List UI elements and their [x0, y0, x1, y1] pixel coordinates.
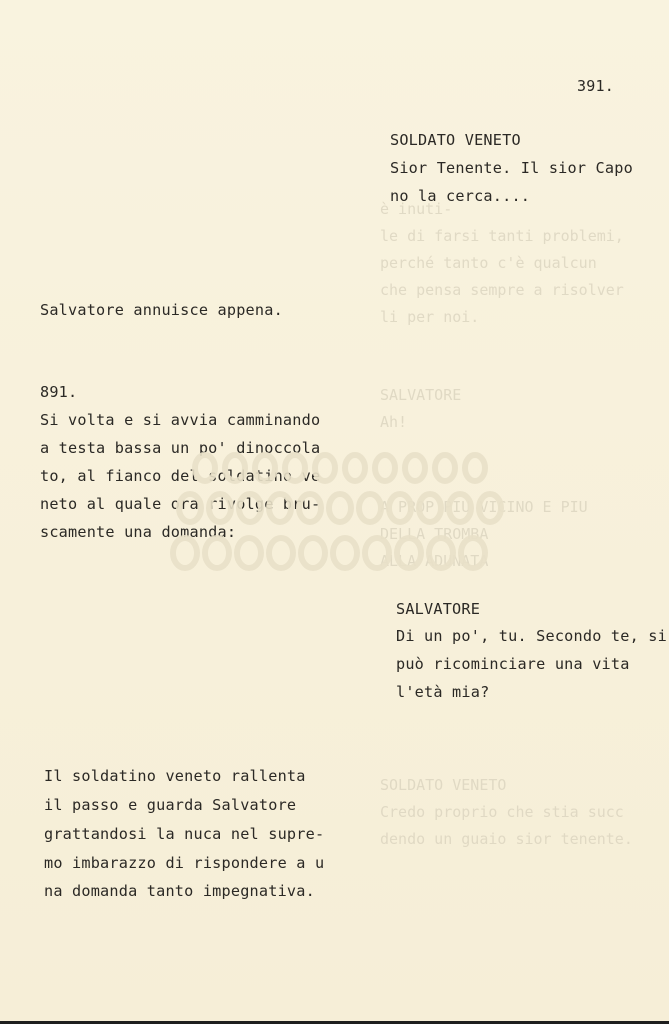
stage-direction: Salvatore annuisce appena.: [40, 301, 283, 319]
speaker-salvatore: SALVATORE: [396, 600, 481, 618]
stage-direction-line: scamente una domanda:: [40, 523, 237, 541]
bleed-through-text: SOLDATO VENETO Credo proprio che stia succ dendo un guaio sior tenente.: [380, 776, 633, 848]
stage-direction-line: il passo e guarda Salvatore: [44, 796, 297, 814]
speaker-soldato-veneto: SOLDATO VENETO: [390, 131, 521, 149]
stage-direction-line: na domanda tanto impegnativa.: [44, 882, 315, 900]
dialogue-line: può ricominciare una vita: [396, 655, 630, 673]
stage-direction-line: to, al fianco del soldatino ve: [40, 467, 321, 485]
dialogue-line: no la cerca....: [390, 187, 531, 205]
dialogue-line: Sior Tenente. Il sior Capo: [390, 159, 633, 177]
stage-direction-line: neto al quale ora rivolge bru-: [40, 495, 321, 513]
stage-direction-line: Il soldatino veneto rallenta: [44, 767, 306, 785]
bleed-through-text: A PROP PIU VICINO E PIU DELLA TROMBA ALLA ADUNATA: [380, 498, 588, 570]
stage-direction-line: Si volta e si avvia camminando: [40, 411, 321, 429]
bleed-through-text: SALVATORE Ah!: [380, 386, 462, 431]
embossed-watermark: [165, 448, 510, 583]
shot-number: 891.: [40, 383, 78, 401]
dialogue-line: Di un po', tu. Secondo te, si: [396, 627, 667, 645]
stage-direction-line: a testa bassa un po' dinoccola: [40, 439, 321, 457]
page-number: 391.: [577, 77, 614, 95]
dialogue-line: l'età mia?: [396, 683, 490, 701]
stage-direction-line: grattandosi la nuca nel supre-: [44, 825, 325, 843]
stage-direction-line: mo imbarazzo di rispondere a u: [44, 854, 325, 872]
bleed-through-text: è inuti- le di farsi tanti problemi, perché tanto c'è qualcun che pensa sempre a risolver li per noi.: [380, 200, 624, 326]
